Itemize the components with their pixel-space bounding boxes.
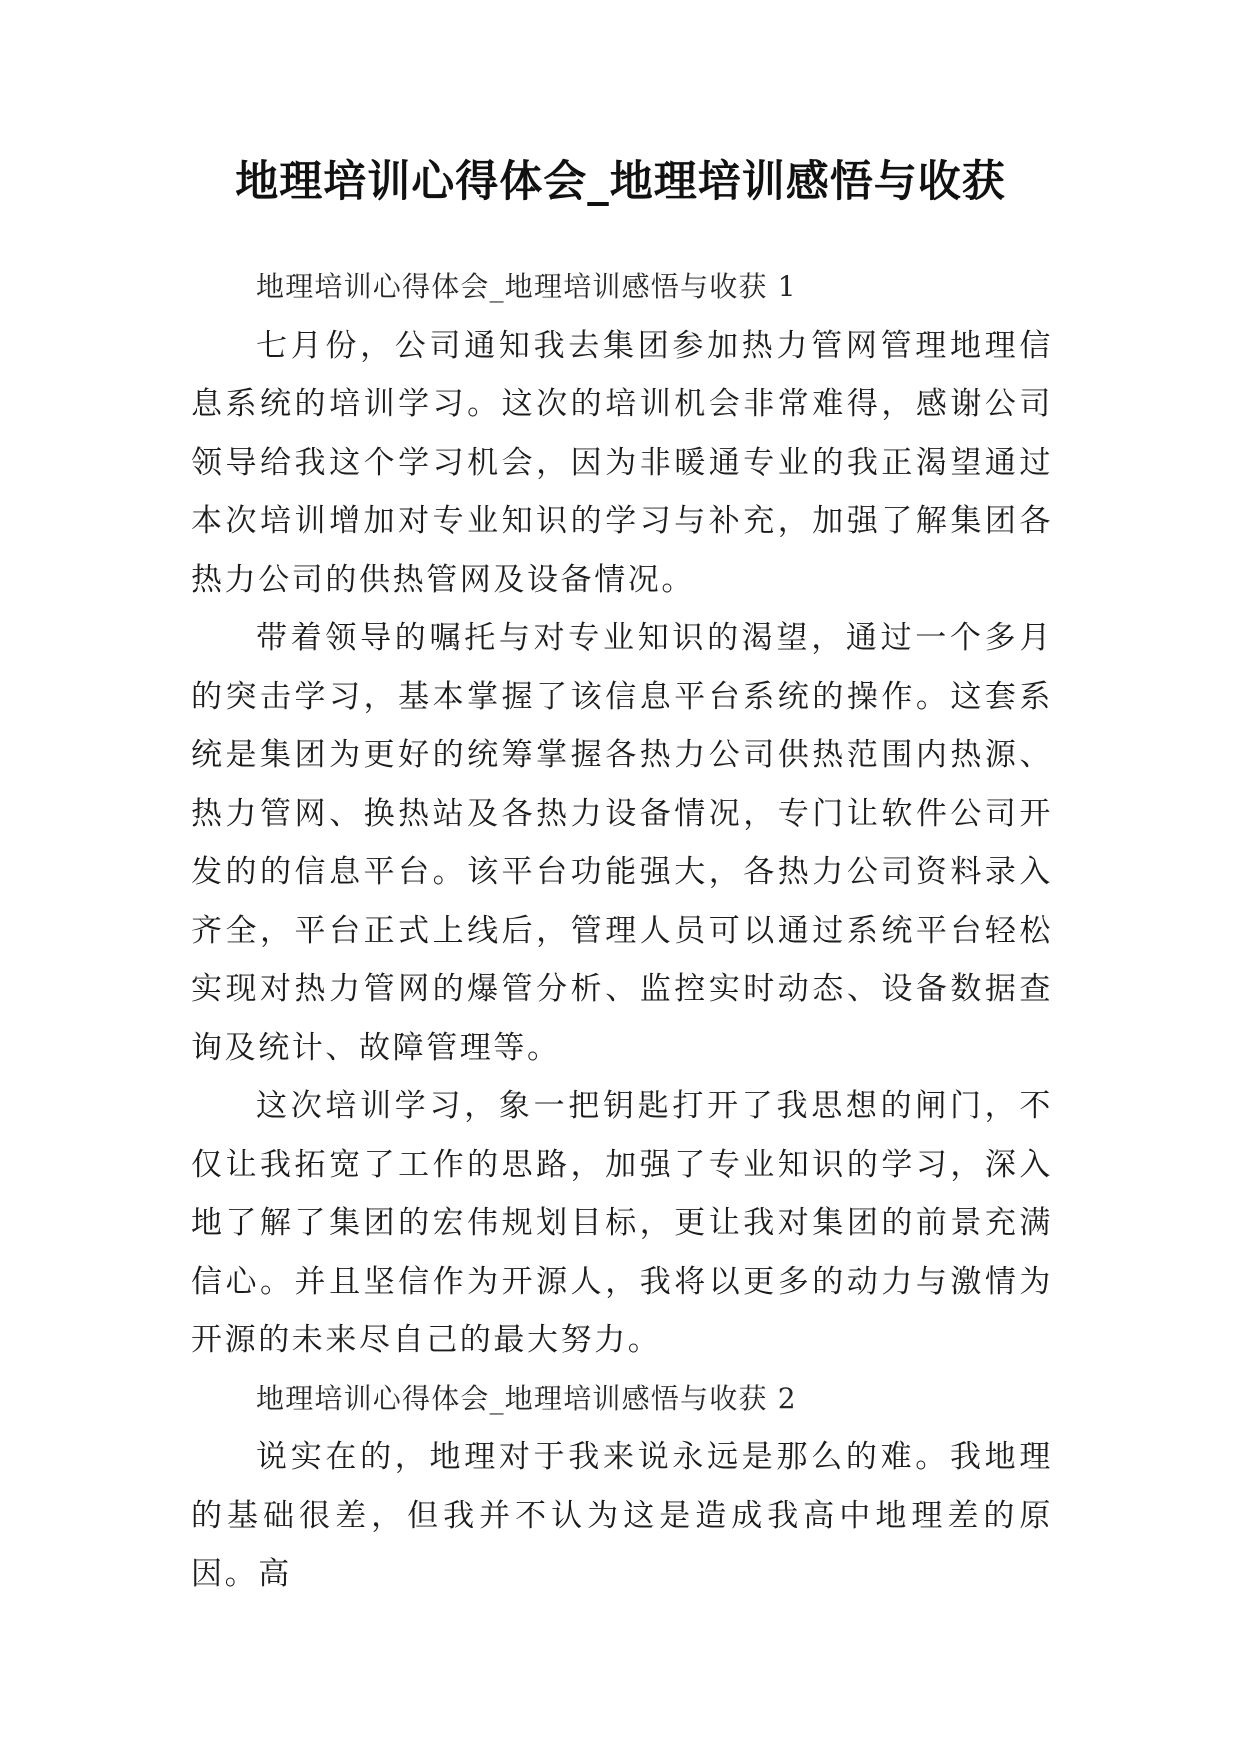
paragraph: 七月份，公司通知我去集团参加热力管网管理地理信息系统的培训学习。这次的培训机会非常难得，感谢公司领导给我这个学习机会，因为非暖通专业的我正渴望通过本次培训增加对专业知识的学习与补充，加强了解集团各热力公司的供热管网及设备情况。 xyxy=(191,327,1053,598)
paragraph: 带着领导的嘱托与对专业知识的渴望，通过一个多月的突击学习，基本掌握了该信息平台系统的操作。这套系统是集团为更好的统筹掌握各热力公司供热范围内热源、热力管网、换热站及各热力设备情况，专门让软件公司开发的的信息平台。该平台功能强大，各热力公司资料录入齐全，平台正式上线后，管理人员可以通过系统平台轻松实现对热力管网的爆管分析、监控实时动态、设备数据查询及统计、故障管理等。 xyxy=(191,620,1053,1066)
paragraph: 这次培训学习，象一把钥匙打开了我思想的闸门，不仅让我拓宽了工作的思路，加强了专业知识的学习，深入地了解了集团的宏伟规划目标，更让我对集团的前景充满信心。并且坚信作为开源人，我将以更多的动力与激情为开源的未来尽自己的最大努力。 xyxy=(191,1088,1053,1358)
paragraph: 说实在的，地理对于我来说永远是那么的难。我地理的基础很差，但我并不认为这是造成我高中地理差的原因。高 xyxy=(191,1439,1053,1592)
section-heading-1: 地理培训心得体会_地理培训感悟与收获 1 xyxy=(256,270,797,303)
section-heading-2: 地理培训心得体会_地理培训感悟与收获 2 xyxy=(256,1381,797,1415)
document-body xyxy=(191,258,1053,1604)
document-title: 地理培训心得体会_地理培训感悟与收获 xyxy=(235,157,1006,207)
